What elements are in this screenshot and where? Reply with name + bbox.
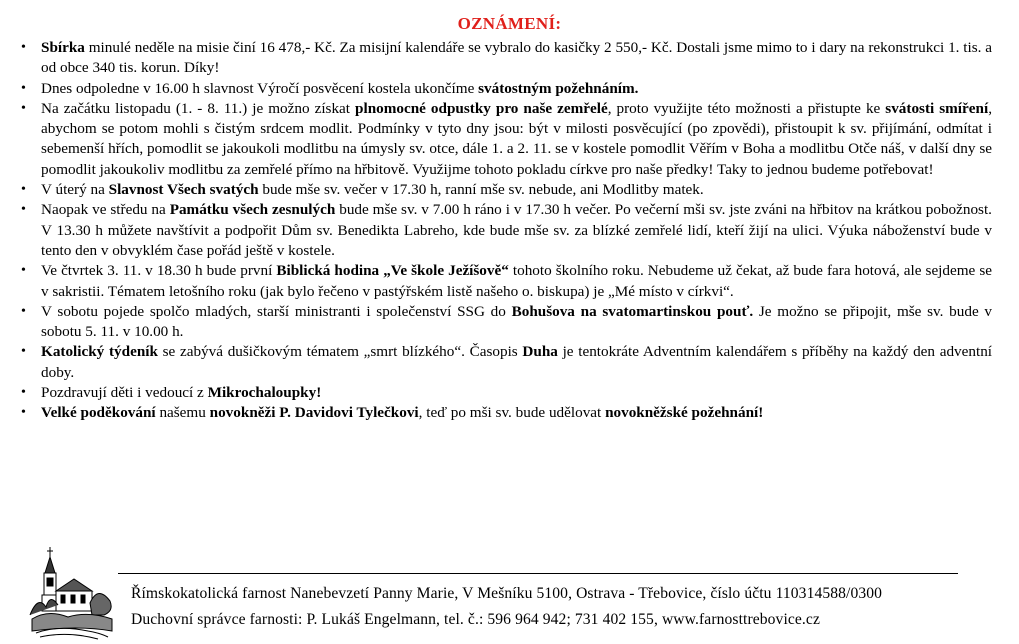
announcement-item xyxy=(20,383,992,403)
body-text: Je možno se připojit, mše sv. bude v sobotu 5. 11. v 10.00 h. xyxy=(41,302,993,341)
announcement-item xyxy=(20,261,992,302)
body-text: Pozdravují děti i vedoucí z xyxy=(41,384,208,402)
bullet-icon: • xyxy=(21,405,26,421)
emphasis-text: svátosti smíření xyxy=(885,99,989,117)
church-illustration xyxy=(28,545,114,641)
body-text: tohoto školního roku. Nebudeme už čekat, až bude fara hotová, ale sejdeme se v sakristii. Tématem letošního roku (jak bylo řečeno v pastýřském listě našeho o. biskupa) je „Mé místo v církvi“. xyxy=(41,262,992,300)
bullet-icon: • xyxy=(21,303,26,319)
footer-divider xyxy=(118,573,958,574)
body-text: V úterý na xyxy=(41,181,109,199)
emphasis-text: Biblická hodina „Ve škole Ježíšově“ xyxy=(276,262,509,280)
emphasis-text: Katolický týdeník xyxy=(41,343,158,361)
emphasis-text: novokněžské požehnání! xyxy=(605,404,764,422)
body-text: minulé neděle na misie činí 16 478,- Kč. Za misijní kalendáře se vybralo do kasičky 2 550,- Kč. Dostali jsme mimo to i dary na rekonstrukci 1. tis. a od obce 340 tis. korun. Díky! xyxy=(41,39,992,77)
emphasis-text: Velké poděkování xyxy=(41,404,156,422)
body-text: Dnes odpoledne v 16.00 h slavnost Výročí posvěcení kostela ukončíme xyxy=(41,79,479,97)
announcement-item xyxy=(20,200,992,261)
body-text: Na začátku listopadu (1. - 8. 11.) je možno získat xyxy=(41,99,356,117)
announcement-item xyxy=(20,302,992,343)
bullet-icon: • xyxy=(21,40,26,55)
bullet-icon: • xyxy=(21,385,26,401)
emphasis-text: svátostným požehnáním. xyxy=(478,79,639,97)
bullet-icon: • xyxy=(21,263,26,279)
page-title: OZNÁMENÍ: xyxy=(457,14,562,33)
emphasis-text: Památku všech zesnulých xyxy=(169,201,336,219)
body-text: V sobotu pojede spolčo mladých, starší ministranti i společenství SSG do xyxy=(41,302,512,320)
bullet-icon: • xyxy=(21,182,26,198)
footer-parish-info: Římskokatolická farnost Nanebevzetí Panny Marie, V Mešníku 5100, Ostrava - Třebovice, číslo účtu 110314588/0300 xyxy=(131,585,883,602)
body-text: , proto využijte této možnosti a přistupte ke xyxy=(607,99,886,117)
bullet-icon: • xyxy=(21,100,26,116)
announcement-item xyxy=(20,342,992,383)
body-text: se zabývá dušičkovým tématem „smrt blízkého“. Časopis xyxy=(157,343,523,361)
body-text: , abychom se potom mohli s čistým srdcem modlit. Podmínky v tyto dny jsou: být v milosti posvěcující (po zpovědi), přistoupit k sv. přijímání, odmítat i sebemenší hřích, pomodlit se jakoukoli modlitbu na úmysly sv. otce, dále 1. a 2. 11. se v kostele pomodlit Věřím v Boha a modlitbu Otče náš, v další dny se pomodlit jakoukoliv modlitbu za zemřelé přímo na hřbitově. Využijme tohoto pokladu církve pro naše předky! Taky to jednou budeme potřebovat! xyxy=(41,99,992,178)
body-text: Ve čtvrtek 3. 11. v 18.30 h bude první xyxy=(41,262,277,280)
emphasis-text: plnomocné odpustky pro naše zemřelé xyxy=(355,99,608,117)
body-text: našemu xyxy=(155,404,210,422)
announcement-item xyxy=(20,180,992,200)
body-text: je tentokráte Adventním kalendářem s příběhy na každý den adventní doby. xyxy=(41,343,993,381)
emphasis-text: Sbírka xyxy=(41,39,85,56)
emphasis-text: novokněži P. Davidovi Tylečkovi xyxy=(209,404,419,422)
body-text: , teď po mši sv. bude udělovat xyxy=(418,404,606,422)
emphasis-text: Duha xyxy=(522,343,558,361)
announcement-item xyxy=(20,79,992,99)
body-text: Naopak ve středu na xyxy=(41,201,170,219)
announcement-item xyxy=(20,38,992,79)
emphasis-text: Slavnost Všech svatých xyxy=(108,181,259,199)
footer-contact-info: Duchovní správce farnosti: P. Lukáš Engelmann, tel. č.: 596 964 942; 731 402 155, www.farnosttrebovice.cz xyxy=(131,611,820,628)
emphasis-text: Mikrochaloupky! xyxy=(207,384,322,402)
body-text: bude mše sv. večer v 17.30 h, ranní mše sv. nebude, ani Modlitby matek. xyxy=(258,181,704,199)
emphasis-text: Bohušova na svatomartinskou pouť. xyxy=(511,302,754,320)
announcement-item xyxy=(20,99,992,180)
bullet-icon: • xyxy=(21,202,26,218)
bullet-icon: • xyxy=(21,80,26,96)
announcement-list xyxy=(20,38,992,424)
body-text: bude mše sv. v 7.00 h ráno i v 17.30 h večer. Po večerní mši sv. jste zváni na hřbitov na krátkou pobožnost. V 13.30 h můžete navštívit a podpořit Dům sv. Benedikta Labreho, kde bude mše sv. za blízké zemřelé lidí, kteří žijí na ulici. Výuka náboženství bude v tento den v obvyklém čase pořád ještě v kostele. xyxy=(41,201,992,259)
bullet-icon: • xyxy=(21,344,26,360)
announcement-item xyxy=(20,403,992,423)
